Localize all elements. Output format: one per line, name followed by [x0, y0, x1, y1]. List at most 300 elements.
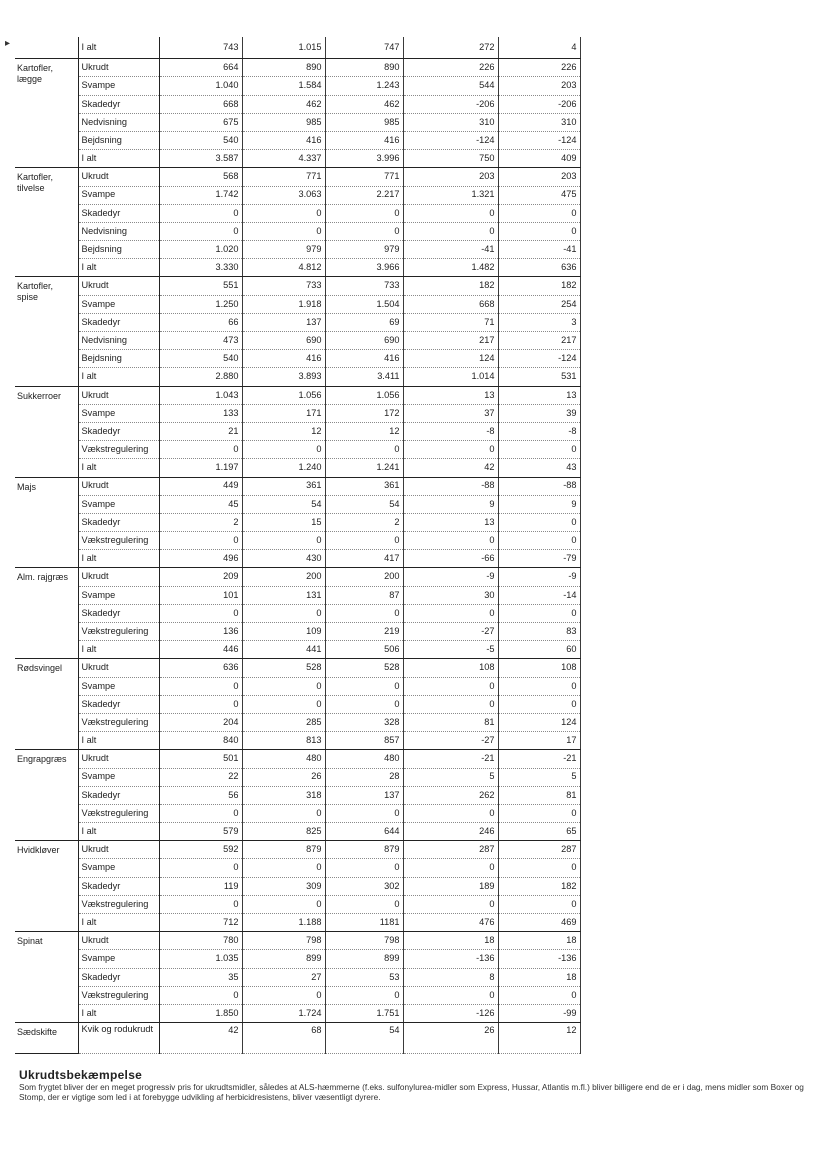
value-cell: 0	[325, 604, 403, 622]
table-row	[15, 568, 580, 586]
table-row	[15, 332, 580, 350]
value-cell: 54	[242, 495, 325, 513]
value-cell: 226	[498, 59, 580, 77]
value-cell: 644	[325, 823, 403, 841]
value-cell: 985	[325, 113, 403, 131]
value-cell: 9	[498, 495, 580, 513]
value-cell: 1.035	[159, 950, 242, 968]
table-row	[15, 550, 580, 568]
category-cell: Skadedyr	[78, 95, 159, 113]
value-cell: 12	[498, 1023, 580, 1054]
category-cell: Vækstregulering	[78, 804, 159, 822]
value-cell: 1.043	[159, 386, 242, 404]
value-cell: 27	[242, 968, 325, 986]
value-cell: 462	[325, 95, 403, 113]
value-cell: 45	[159, 495, 242, 513]
value-cell: 1.742	[159, 186, 242, 204]
value-cell: 879	[242, 841, 325, 859]
value-cell: 592	[159, 841, 242, 859]
value-cell: 0	[498, 895, 580, 913]
value-cell: 771	[325, 168, 403, 186]
value-cell: 857	[325, 732, 403, 750]
value-cell: 3.996	[325, 150, 403, 168]
value-cell: 0	[498, 204, 580, 222]
value-cell: 733	[325, 277, 403, 295]
value-cell: 1.240	[242, 459, 325, 477]
value-cell: 0	[403, 804, 498, 822]
value-cell: 579	[159, 823, 242, 841]
crop-name-cell: Sukkerroer	[15, 386, 78, 477]
value-cell: 1.014	[403, 368, 498, 386]
value-cell: 0	[498, 859, 580, 877]
value-cell: 0	[498, 441, 580, 459]
category-cell: Ukrudt	[78, 277, 159, 295]
value-cell: 219	[325, 623, 403, 641]
value-cell: 137	[242, 313, 325, 331]
value-cell: 0	[325, 441, 403, 459]
margin-mark: ▸	[5, 38, 11, 49]
category-cell: Nedvisning	[78, 222, 159, 240]
value-cell: 1.015	[242, 37, 325, 59]
value-cell: -88	[403, 477, 498, 495]
table-row	[15, 113, 580, 131]
value-cell: -9	[498, 568, 580, 586]
category-cell: I alt	[78, 914, 159, 932]
value-cell: 473	[159, 332, 242, 350]
value-cell: 22	[159, 768, 242, 786]
value-cell: 272	[403, 37, 498, 59]
value-cell: 203	[403, 168, 498, 186]
value-cell: 506	[325, 641, 403, 659]
value-cell: 3.063	[242, 186, 325, 204]
category-cell: Skadedyr	[78, 786, 159, 804]
value-cell: -21	[403, 750, 498, 768]
value-cell: 417	[325, 550, 403, 568]
section-heading: Ukrudtsbekæmpelse	[19, 1068, 143, 1082]
value-cell: 0	[498, 804, 580, 822]
table-row	[15, 1023, 580, 1054]
category-cell: Svampe	[78, 586, 159, 604]
value-cell: -27	[403, 732, 498, 750]
table-row	[15, 350, 580, 368]
value-cell: 0	[242, 204, 325, 222]
value-cell: 1.243	[325, 77, 403, 95]
value-cell: 416	[325, 350, 403, 368]
category-cell: Ukrudt	[78, 477, 159, 495]
table-row	[15, 150, 580, 168]
value-cell: 119	[159, 877, 242, 895]
value-cell: 0	[325, 532, 403, 550]
value-cell: -206	[498, 95, 580, 113]
value-cell: 528	[242, 659, 325, 677]
pesticide-cost-table	[15, 37, 581, 1054]
value-cell: -124	[498, 131, 580, 149]
value-cell: 798	[325, 932, 403, 950]
value-cell: 0	[403, 695, 498, 713]
value-cell: 733	[242, 277, 325, 295]
value-cell: 4.337	[242, 150, 325, 168]
value-cell: 3.587	[159, 150, 242, 168]
value-cell: 13	[403, 386, 498, 404]
table-row	[15, 37, 580, 59]
value-cell: 83	[498, 623, 580, 641]
category-cell: Vækstregulering	[78, 441, 159, 459]
crop-name-cell	[15, 37, 78, 59]
value-cell: 171	[242, 404, 325, 422]
category-cell: Kvik og rodukrudt	[78, 1023, 159, 1054]
value-cell: 0	[498, 986, 580, 1004]
value-cell: -41	[403, 241, 498, 259]
value-cell: 3.330	[159, 259, 242, 277]
value-cell: 879	[325, 841, 403, 859]
value-cell: 446	[159, 641, 242, 659]
value-cell: 747	[325, 37, 403, 59]
value-cell: 1.321	[403, 186, 498, 204]
value-cell: 361	[242, 477, 325, 495]
value-cell: 712	[159, 914, 242, 932]
crop-name-cell: Alm. rajgræs	[15, 568, 78, 659]
value-cell: 0	[159, 677, 242, 695]
value-cell: 3.411	[325, 368, 403, 386]
category-cell: Svampe	[78, 677, 159, 695]
value-cell: -79	[498, 550, 580, 568]
value-cell: -9	[403, 568, 498, 586]
table-row	[15, 750, 580, 768]
category-cell: Skadedyr	[78, 604, 159, 622]
value-cell: 664	[159, 59, 242, 77]
value-cell: 0	[498, 222, 580, 240]
value-cell: 108	[403, 659, 498, 677]
value-cell: 42	[159, 1023, 242, 1054]
category-cell: Skadedyr	[78, 313, 159, 331]
category-cell: Skadedyr	[78, 204, 159, 222]
value-cell: 246	[403, 823, 498, 841]
value-cell: 0	[403, 532, 498, 550]
value-cell: 2	[325, 513, 403, 531]
value-cell: 798	[242, 932, 325, 950]
value-cell: 43	[498, 459, 580, 477]
category-cell: I alt	[78, 459, 159, 477]
value-cell: 124	[403, 350, 498, 368]
value-cell: -136	[498, 950, 580, 968]
category-cell: Svampe	[78, 495, 159, 513]
section-paragraph: Som frygtet bliver der en meget progressiv pris for ukrudtsmidler, således at ALS-hæmmerne (f.eks. sulfonylurea-midler som Express, Hussar, Atlantis m.fl.) bliver billigere end de er i dag, mens midler som Boxer og Stomp, der er vigtige som led i at forebygge udvikling af herbicidresistens, bliver væsentligt dyrere.	[19, 1082, 804, 1103]
value-cell: 890	[325, 59, 403, 77]
value-cell: 0	[325, 204, 403, 222]
value-cell: 182	[403, 277, 498, 295]
value-cell: -14	[498, 586, 580, 604]
value-cell: 361	[325, 477, 403, 495]
table-row	[15, 222, 580, 240]
value-cell: 30	[403, 586, 498, 604]
table-row	[15, 659, 580, 677]
category-cell: Ukrudt	[78, 841, 159, 859]
value-cell: 840	[159, 732, 242, 750]
value-cell: 0	[159, 222, 242, 240]
category-cell: I alt	[78, 823, 159, 841]
value-cell: 668	[403, 295, 498, 313]
table-row	[15, 459, 580, 477]
value-cell: 0	[159, 895, 242, 913]
value-cell: 636	[159, 659, 242, 677]
value-cell: 182	[498, 277, 580, 295]
value-cell: 124	[498, 713, 580, 731]
category-cell: I alt	[78, 259, 159, 277]
category-cell: I alt	[78, 550, 159, 568]
value-cell: -21	[498, 750, 580, 768]
value-cell: 690	[242, 332, 325, 350]
value-cell: 8	[403, 968, 498, 986]
table-row	[15, 368, 580, 386]
value-cell: 985	[242, 113, 325, 131]
value-cell: -8	[403, 422, 498, 440]
crop-name-cell: Sædskifte	[15, 1023, 78, 1054]
category-cell: Vækstregulering	[78, 623, 159, 641]
value-cell: 37	[403, 404, 498, 422]
table-row	[15, 313, 580, 331]
value-cell: 310	[403, 113, 498, 131]
crop-name-cell: Hvidkløver	[15, 841, 78, 932]
value-cell: 217	[403, 332, 498, 350]
value-cell: 0	[159, 859, 242, 877]
table-row	[15, 950, 580, 968]
table-row	[15, 422, 580, 440]
crop-name-cell: Engrapgræs	[15, 750, 78, 841]
value-cell: 462	[242, 95, 325, 113]
crop-name-cell: Majs	[15, 477, 78, 568]
value-cell: 0	[242, 441, 325, 459]
value-cell: 226	[403, 59, 498, 77]
category-cell: Nedvisning	[78, 332, 159, 350]
value-cell: 285	[242, 713, 325, 731]
value-cell: 172	[325, 404, 403, 422]
value-cell: 636	[498, 259, 580, 277]
category-cell: Vækstregulering	[78, 895, 159, 913]
value-cell: 26	[242, 768, 325, 786]
value-cell: 4.812	[242, 259, 325, 277]
value-cell: 262	[403, 786, 498, 804]
table-row	[15, 495, 580, 513]
category-cell: Skadedyr	[78, 513, 159, 531]
value-cell: 136	[159, 623, 242, 641]
value-cell: 409	[498, 150, 580, 168]
value-cell: 0	[242, 532, 325, 550]
value-cell: 203	[498, 77, 580, 95]
value-cell: -99	[498, 1004, 580, 1022]
value-cell: 0	[403, 895, 498, 913]
value-cell: 899	[325, 950, 403, 968]
value-cell: 2.880	[159, 368, 242, 386]
value-cell: 287	[498, 841, 580, 859]
value-cell: 0	[403, 222, 498, 240]
value-cell: -27	[403, 623, 498, 641]
crop-name-cell: Kartofler, tilvelse	[15, 168, 78, 277]
category-cell: Ukrudt	[78, 59, 159, 77]
value-cell: 1.241	[325, 459, 403, 477]
value-cell: 0	[403, 441, 498, 459]
table-row	[15, 513, 580, 531]
value-cell: 54	[325, 495, 403, 513]
category-cell: Skadedyr	[78, 695, 159, 713]
category-cell: Skadedyr	[78, 968, 159, 986]
value-cell: 0	[325, 804, 403, 822]
value-cell: -5	[403, 641, 498, 659]
value-cell: 0	[403, 604, 498, 622]
value-cell: 1.040	[159, 77, 242, 95]
value-cell: -8	[498, 422, 580, 440]
value-cell: 544	[403, 77, 498, 95]
value-cell: 81	[403, 713, 498, 731]
category-cell: Ukrudt	[78, 168, 159, 186]
value-cell: 0	[159, 441, 242, 459]
value-cell: -66	[403, 550, 498, 568]
table-row	[15, 968, 580, 986]
table-row	[15, 204, 580, 222]
table-row	[15, 604, 580, 622]
category-cell: Bejdsning	[78, 350, 159, 368]
category-cell: I alt	[78, 732, 159, 750]
value-cell: -124	[403, 131, 498, 149]
table-row	[15, 477, 580, 495]
value-cell: 0	[159, 986, 242, 1004]
table-row	[15, 768, 580, 786]
value-cell: 0	[498, 604, 580, 622]
category-cell: Skadedyr	[78, 422, 159, 440]
table-row	[15, 441, 580, 459]
value-cell: 0	[242, 695, 325, 713]
category-cell: I alt	[78, 1004, 159, 1022]
value-cell: 1.918	[242, 295, 325, 313]
value-cell: -41	[498, 241, 580, 259]
value-cell: 0	[325, 695, 403, 713]
value-cell: 979	[242, 241, 325, 259]
value-cell: 131	[242, 586, 325, 604]
value-cell: 475	[498, 186, 580, 204]
category-cell: I alt	[78, 368, 159, 386]
table-row	[15, 677, 580, 695]
value-cell: 2.217	[325, 186, 403, 204]
value-cell: 65	[498, 823, 580, 841]
value-cell: 0	[242, 986, 325, 1004]
value-cell: 979	[325, 241, 403, 259]
value-cell: 675	[159, 113, 242, 131]
table-row	[15, 386, 580, 404]
value-cell: 1.850	[159, 1004, 242, 1022]
value-cell: 12	[242, 422, 325, 440]
value-cell: 1.724	[242, 1004, 325, 1022]
table-row	[15, 986, 580, 1004]
table-row	[15, 841, 580, 859]
table-row	[15, 131, 580, 149]
value-cell: 21	[159, 422, 242, 440]
value-cell: 189	[403, 877, 498, 895]
value-cell: 0	[242, 604, 325, 622]
table-row	[15, 168, 580, 186]
value-cell: 0	[242, 222, 325, 240]
table-row	[15, 404, 580, 422]
category-cell: Svampe	[78, 295, 159, 313]
value-cell: 66	[159, 313, 242, 331]
value-cell: -206	[403, 95, 498, 113]
value-cell: 28	[325, 768, 403, 786]
value-cell: 1.482	[403, 259, 498, 277]
table-row	[15, 95, 580, 113]
value-cell: 0	[325, 986, 403, 1004]
value-cell: 5	[498, 768, 580, 786]
value-cell: 416	[325, 131, 403, 149]
category-cell: Svampe	[78, 404, 159, 422]
table-row	[15, 59, 580, 77]
category-cell: Ukrudt	[78, 568, 159, 586]
table-row	[15, 295, 580, 313]
value-cell: 26	[403, 1023, 498, 1054]
category-cell: Ukrudt	[78, 750, 159, 768]
table-row	[15, 786, 580, 804]
category-cell: Skadedyr	[78, 877, 159, 895]
table-row	[15, 186, 580, 204]
table-row	[15, 895, 580, 913]
value-cell: 1181	[325, 914, 403, 932]
value-cell: 0	[325, 895, 403, 913]
value-cell: 480	[242, 750, 325, 768]
value-cell: 54	[325, 1023, 403, 1054]
value-cell: 743	[159, 37, 242, 59]
category-cell: Nedvisning	[78, 113, 159, 131]
category-cell: Svampe	[78, 768, 159, 786]
value-cell: 60	[498, 641, 580, 659]
value-cell: 568	[159, 168, 242, 186]
value-cell: 13	[403, 513, 498, 531]
value-cell: -136	[403, 950, 498, 968]
value-cell: 15	[242, 513, 325, 531]
value-cell: 203	[498, 168, 580, 186]
value-cell: 0	[325, 222, 403, 240]
value-cell: 899	[242, 950, 325, 968]
value-cell: 35	[159, 968, 242, 986]
category-cell: Vækstregulering	[78, 532, 159, 550]
table-row	[15, 259, 580, 277]
crop-name-cell: Kartofler, lægge	[15, 59, 78, 168]
value-cell: 200	[242, 568, 325, 586]
value-cell: 0	[403, 986, 498, 1004]
value-cell: 3	[498, 313, 580, 331]
value-cell: 416	[242, 350, 325, 368]
category-cell: Vækstregulering	[78, 713, 159, 731]
value-cell: 109	[242, 623, 325, 641]
table-row	[15, 586, 580, 604]
value-cell: 469	[498, 914, 580, 932]
value-cell: 39	[498, 404, 580, 422]
value-cell: 480	[325, 750, 403, 768]
value-cell: 531	[498, 368, 580, 386]
value-cell: 1.056	[325, 386, 403, 404]
value-cell: 18	[498, 932, 580, 950]
value-cell: 0	[403, 204, 498, 222]
value-cell: 416	[242, 131, 325, 149]
value-cell: 13	[498, 386, 580, 404]
value-cell: 318	[242, 786, 325, 804]
table-row	[15, 623, 580, 641]
value-cell: 2	[159, 513, 242, 531]
value-cell: 813	[242, 732, 325, 750]
value-cell: 4	[498, 37, 580, 59]
value-cell: 200	[325, 568, 403, 586]
category-cell: Ukrudt	[78, 659, 159, 677]
value-cell: 501	[159, 750, 242, 768]
value-cell: 3.966	[325, 259, 403, 277]
category-cell: Vækstregulering	[78, 986, 159, 1004]
value-cell: 53	[325, 968, 403, 986]
